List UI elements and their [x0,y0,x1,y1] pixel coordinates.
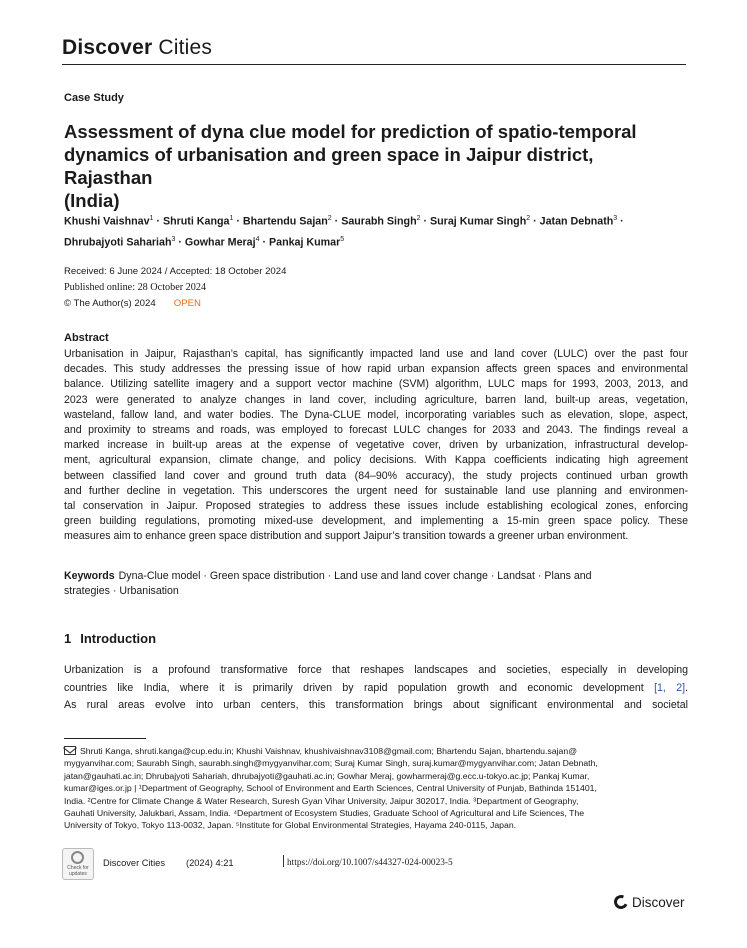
article-title [64,120,664,212]
footer-separator [283,855,284,867]
author-name[interactable]: Khushi Vaishnav [64,215,150,228]
brand-name: Discover [632,895,685,910]
section-title: Introduction [80,631,157,646]
abstract-line: decades. This study addresses the pressing issue of how rapid urban expansion affects green spaces and environmental [64,363,688,376]
title-line: Assessment of dyna clue model for prediction of spatio-temporal [64,121,637,142]
section-heading [64,631,156,646]
author-name[interactable]: Gowhar Meraj [184,236,256,249]
keywords-heading: Keywords [64,570,115,582]
intro-line [64,680,688,698]
doi-link[interactable]: https://doi.org/10.1007/s44327-024-00023-5 [287,858,453,868]
title-line: dynamics of urbanisation and green space in Jaipur district, Rajasthan [64,144,594,188]
discover-logo-icon [612,893,630,911]
citation-link[interactable]: [1, 2] [654,681,686,694]
author-affiliation: 5 [340,235,345,243]
intro-body [64,662,688,715]
abstract-line: between classified land cover and ground truth data (84–90% accuracy), the study projects continued urban growth [64,469,688,482]
abstract-line: ment, agricultural expansion, climate change, and policy decisions. With Kappa coefficients indicating high agreement [64,454,688,467]
footnote-line: Gauhati University, Jalukbari, Assam, India. ⁴Department of Ecosystem Studies, Graduate School of Agricultural and Life Sciences, The [64,808,585,819]
badge-label: Check for updates [67,865,89,877]
received-date: Received: 6 June 2024 / Accepted: 18 October 2024 [64,266,287,277]
author-affiliation: 2 [327,215,332,222]
published-date: Published online: 28 October 2024 [64,282,207,293]
envelope-icon [64,746,76,755]
footnote-line: India. ²Centre for Climate Change & Water Research, Suresh Gyan Vihar University, Jaipur 302017, India. ³Department of Geography, [64,795,579,806]
intro-line: As rural areas evolve into urban centers, this transformation brings about significant environmental and societal [64,699,688,711]
footnote-line: Shruti Kanga, shruti.kanga@cup.edu.in; Khushi Vaishnav, khushivaishnav3108@gmail.com; Bhartendu Sajan, bhartendu.sajan@ [80,746,578,756]
article-type: Case Study [64,92,124,104]
abstract-line: Urbanisation in Jaipur, Rajasthan’s capital, has significantly impacted land use and land cover (LULC) over the past four [64,348,688,360]
keywords [64,569,688,599]
keywords-line: strategies · Urbanisation [64,585,179,598]
publisher-brand [614,895,685,910]
author-name[interactable]: Saurabh Singh [341,215,417,228]
footnote-line: University of Tokyo, Tokyo 113-0032, Japan. ⁵Institute for Global Environmental Strategies, Hayama 240-0115, Japan. [64,820,517,831]
footnote-line: mygyanvihar.com; Saurabh Singh, saurabh.singh@mygyanvihar.com; Suraj Kumar Singh, suraj.kumar@mygyanvihar.com; Jatan Debnath, [64,758,598,769]
author-affiliation: 2 [416,215,421,222]
header-rule [62,64,686,65]
footnote-line: kumar@iges.or.jp | ¹Department of Geography, School of Environment and Earth Sciences, Central University of Punjab, Bathinda 151401, [64,783,597,794]
footnote-rule [64,738,146,739]
keywords-line: Dyna-Clue model · Green space distribution · Land use and land cover change · Landsat · Plans and [118,570,592,582]
author-line: Dhrubajyoti Sahariah$^3$ · Gowhar Meraj$^4$ · Pankaj Kumar$^5$ [64,235,345,249]
footnote-line: jatan@gauhati.ac.in; Dhrubajyoti Sahariah, dhrubajyoti@gauhati.ac.in; Gowhar Meraj, gowharmeraj@g.ecc.u-tokyo.ac.jp; Pankaj Kumar, [64,770,590,781]
open-access-label[interactable]: OPEN [173,298,201,309]
author-affiliation: 4 [255,235,260,243]
abstract-line: marked increase in built-up areas at the expense of vegetative cover, driven by urbanization, infrastructural develop- [64,439,688,452]
abstract-heading: Abstract [64,332,109,344]
author-name[interactable]: Bhartendu Sajan [242,215,328,228]
author-affiliation: 3 [613,215,618,222]
footnotes [64,745,684,832]
author-name[interactable]: Dhrubajyoti Sahariah [64,236,172,249]
author-list [64,210,684,251]
author-affiliation: 1 [149,215,154,222]
check-for-updates-badge[interactable] [62,848,94,880]
check-updates-icon [71,851,84,864]
abstract-line: balance. Utilizing satellite imagery and a support vector machine (SVM) algorithm, LULC maps for 1993, 2003, 2013, and [64,378,688,391]
footer-journal: Discover Cities [103,858,165,868]
abstract-line: tal conservation in Jaipur. Proposed strategies to address these issues include establishing ecological zones, enforcing [64,500,688,513]
abstract-body [64,347,688,545]
title-line: (India) [64,190,120,211]
abstract-line: green building regulations, promoting mixed-use development, and implementing a 15-min green space policy. These [64,515,688,528]
journal-name-rest: Cities [158,36,213,59]
intro-line-text: countries like India, where it is primarily driven by rapid population growth and economic development [64,681,655,694]
author-name[interactable]: Pankaj Kumar [269,236,341,249]
author-affiliation: 3 [171,235,176,243]
abstract-line: 2023 were generated to analyze changes in land cover, including agriculture, barren land, built-up areas, vegetation, [64,393,688,406]
author-affiliation: 2 [526,215,531,222]
author-affiliation: 1 [229,215,234,222]
abstract-line: and further decline in vegetation. This underscores the urgent need for sustainable land use planning and environmen- [64,484,688,497]
author-line: Khushi Vaishnav$^1$ · Shruti Kanga$^1$ · Bhartendu Sajan$^2$ · Saurabh Singh$^2$ · Suraj Kumar Singh$^2$ · Jatan Debnath$^3$ · [64,215,624,228]
article-dates [64,264,286,312]
author-name[interactable]: Suraj Kumar Singh [430,215,527,228]
journal-name [62,36,212,60]
journal-name-bold: Discover [62,36,153,59]
copyright: © The Author(s) 2024 [64,298,156,309]
abstract-line: and proximity to streams and roads, was employed to forecast LULC changes for 2033 and 2043. The findings reveal a [64,424,688,437]
intro-line: Urbanization is a profound transformative force that reshapes landscapes and societies, especially in developing [64,664,688,676]
footer-volume: (2024) 4:21 [186,858,234,868]
intro-line-end: . [685,681,688,694]
section-number: 1 [64,631,72,646]
abstract-line: measures aim to enhance green space distribution and support Jaipur’s transition towards a greener urban environment. [64,530,629,543]
author-name[interactable]: Jatan Debnath [539,215,614,228]
abstract-line: wasteland, fallow land, and water bodies. The Dyna-CLUE model, incorporating variables such as elevation, slope, aspect, [64,408,688,421]
author-name[interactable]: Shruti Kanga [162,215,230,228]
